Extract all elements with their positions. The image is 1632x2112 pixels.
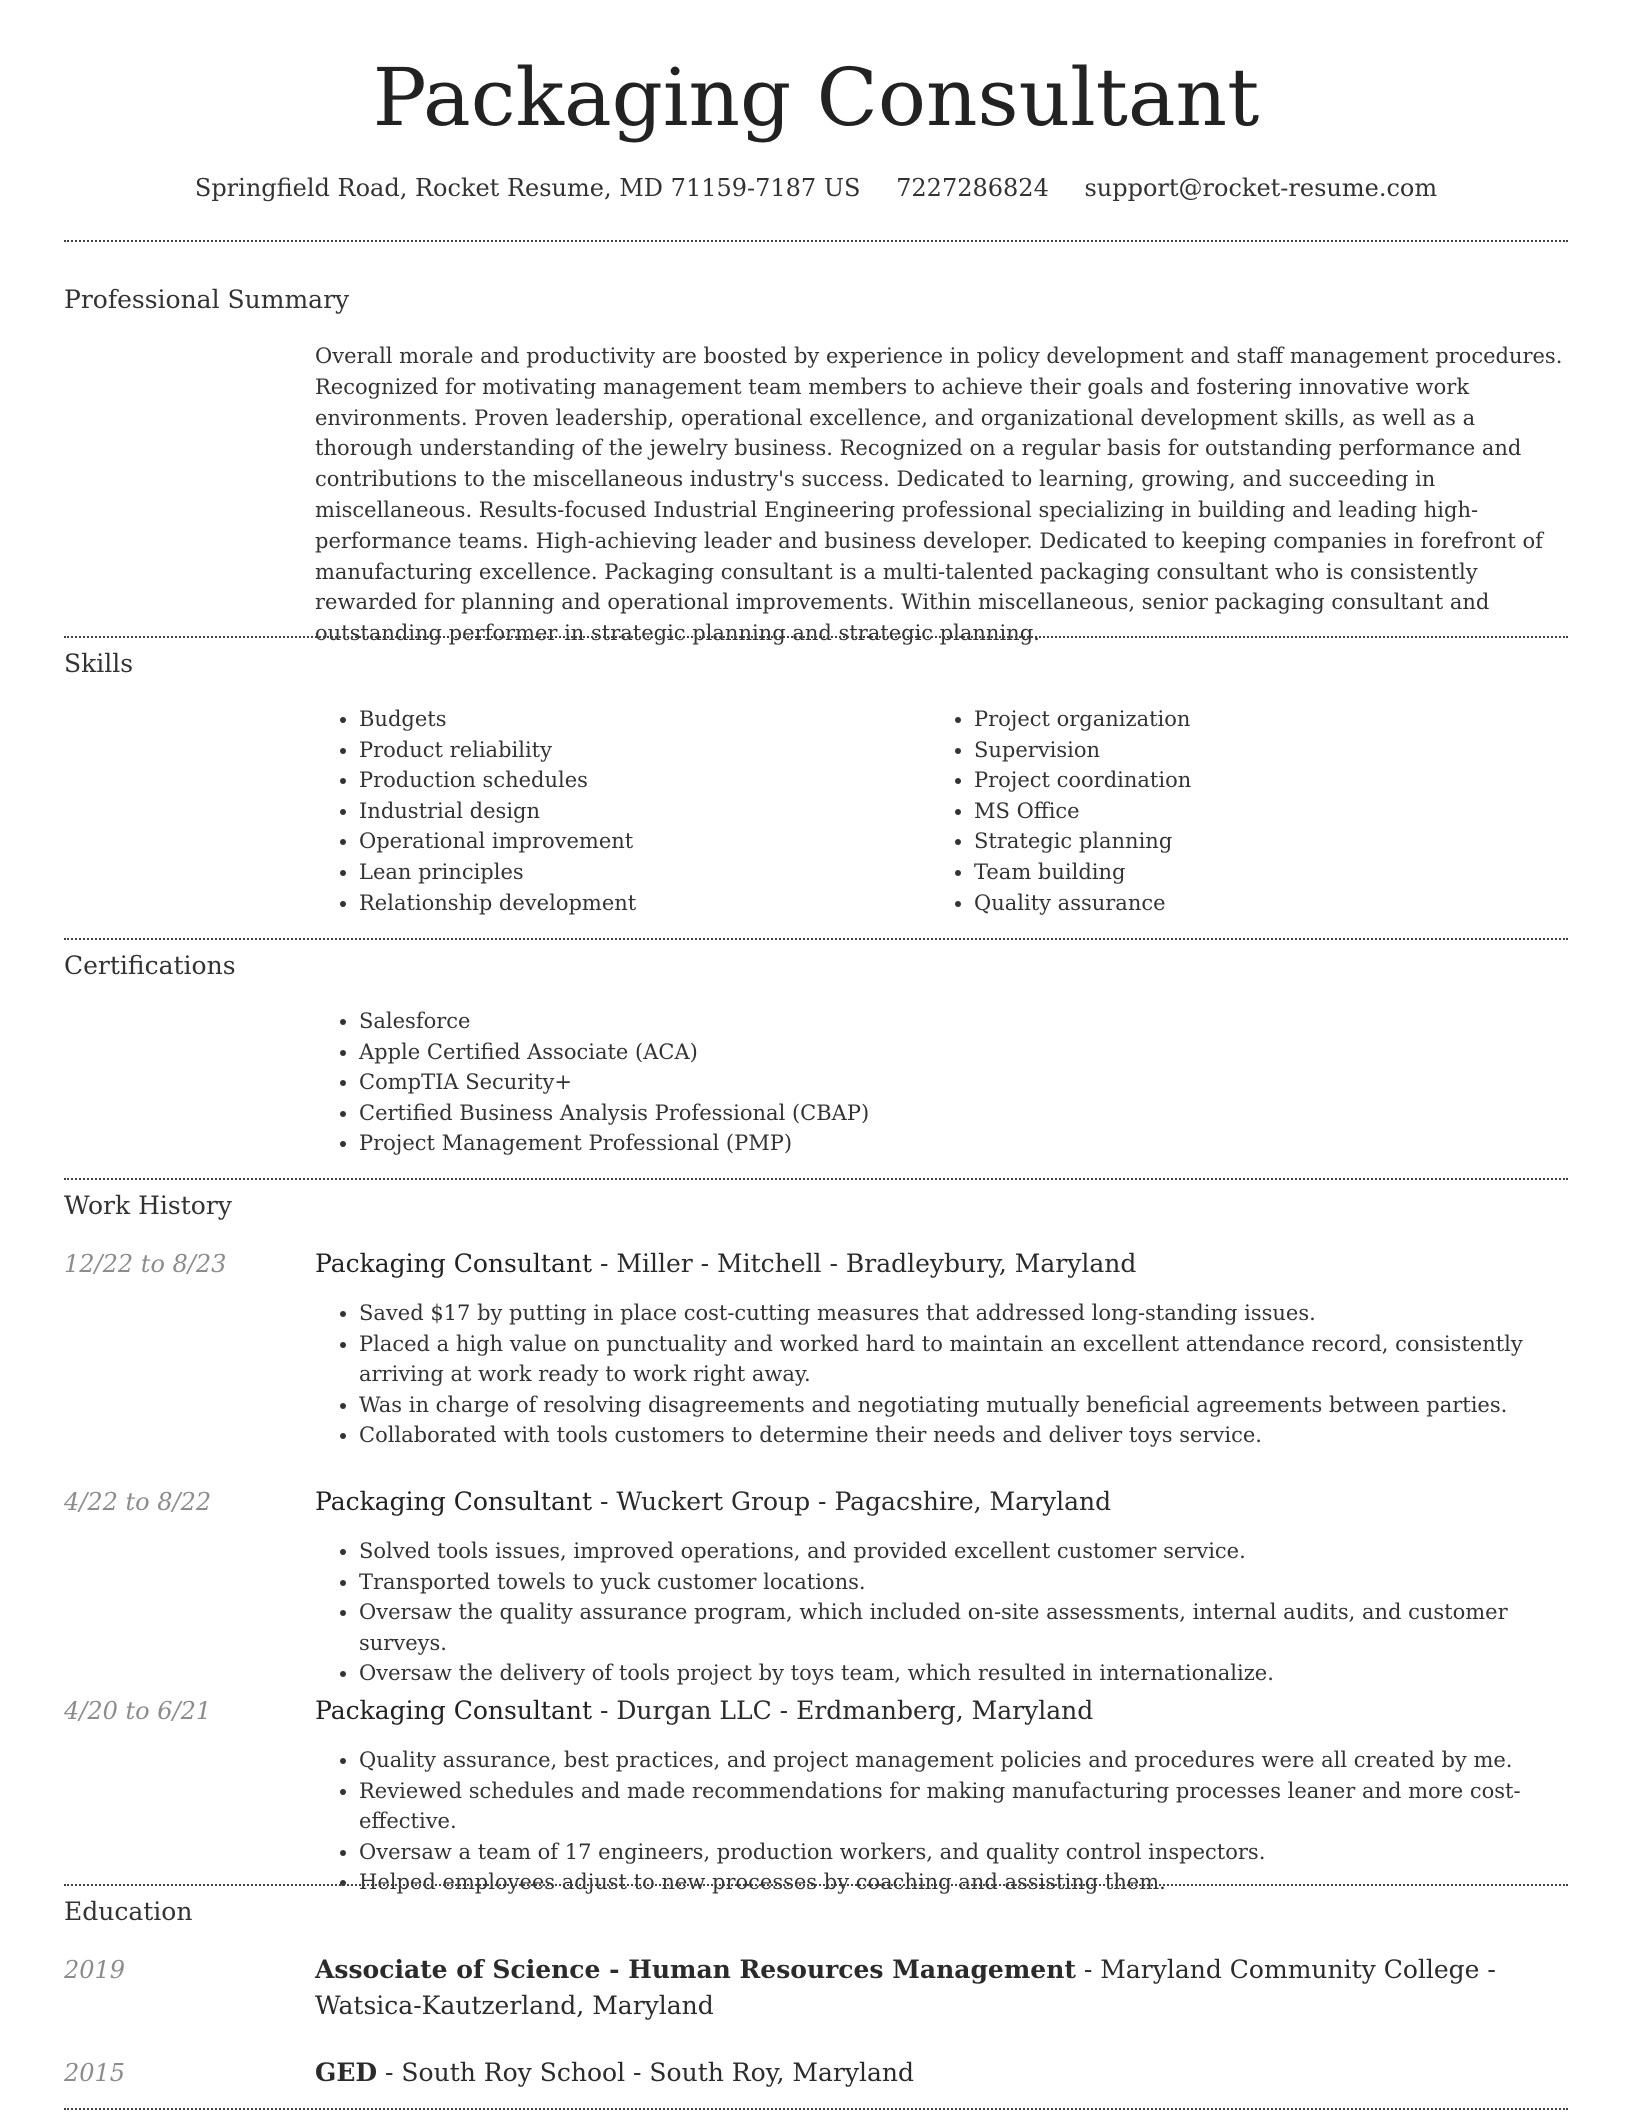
job-bullet: • Transported towels to yuck customer locations. xyxy=(359,1567,1568,1598)
job-employer: - Miller - Mitchell - Bradleybury, Maryland xyxy=(592,1249,1137,1278)
job-title xyxy=(315,1693,1568,1729)
divider xyxy=(64,1178,1568,1180)
job-bullet: • Oversaw the delivery of tools project by toys team, which resulted in internationalize. xyxy=(359,1658,1568,1689)
skills-list-left xyxy=(315,704,919,918)
education-entry xyxy=(315,2055,1568,2091)
skill-item: • Industrial design xyxy=(359,796,919,827)
job-bullet: • Helped employees adjust to new processes by coaching and assisting them. xyxy=(359,1867,1568,1898)
divider xyxy=(64,636,1568,638)
certification-item: • Certified Business Analysis Professional (CBAP) xyxy=(359,1098,1559,1129)
job-bullet: • Oversaw a team of 17 engineers, production workers, and quality control inspectors. xyxy=(359,1837,1568,1868)
section-title-certifications: Certifications xyxy=(64,951,236,980)
skills-list-right xyxy=(930,704,1574,918)
certification-item: • CompTIA Security+ xyxy=(359,1067,1559,1098)
job-bullet: • Was in charge of resolving disagreements and negotiating mutually beneficial agreements between parties. xyxy=(359,1390,1568,1421)
job-bullets xyxy=(315,1536,1568,1689)
skill-item: • Product reliability xyxy=(359,735,919,766)
job-bullet: • Placed a high value on punctuality and worked hard to maintain an excellent attendance record, consistently arriving at work ready to work right away. xyxy=(359,1329,1568,1390)
job-employer: - Durgan LLC - Erdmanberg, Maryland xyxy=(592,1696,1094,1725)
job-bullets xyxy=(315,1745,1568,1898)
section-title-education: Education xyxy=(64,1897,193,1926)
job-bullet: • Reviewed schedules and made recommendations for making manufacturing processes leaner and more cost-effective. xyxy=(359,1776,1568,1837)
job-dates: 4/22 to 8/22 xyxy=(64,1488,212,1516)
education-year: 2015 xyxy=(64,2059,126,2087)
job-dates: 12/22 to 8/23 xyxy=(64,1250,227,1278)
skill-item: • Project coordination xyxy=(974,765,1574,796)
summary-text: Overall morale and productivity are boosted by experience in policy development and staff management procedures. Recognized for motivating management team members to achieve their goals and fostering innovative work environments. Proven leadership, operational excellence, and organizational development skills, as well as a thorough understanding of the jewelry business. Recognized on a regular basis for outstanding performance and contributions to the miscellaneous industry's success. Dedicated to learning, growing, and succeeding in miscellaneous. Results-focused Industrial Engineering professional specializing in building and leading high-performance teams. High-achieving leader and business developer. Dedicated to keeping companies in forefront of manufacturing excellence. Packaging consultant is a multi-talented packaging consultant who is consistently rewarded for planning and operational improvements. Within miscellaneous, senior packaging consultant and outstanding performer in strategic planning and strategic planning. xyxy=(315,344,1563,646)
job-title xyxy=(315,1246,1568,1282)
education-school: - Maryland Community College - Watsica-Kautzerland, Maryland xyxy=(315,1955,1496,2020)
section-title-summary: Professional Summary xyxy=(64,285,350,314)
education-year: 2019 xyxy=(64,1956,126,1984)
skill-item: • Strategic planning xyxy=(974,826,1574,857)
job-role: Packaging Consultant xyxy=(315,1487,593,1516)
job-bullet: • Oversaw the quality assurance program, which included on-site assessments, internal audits, and customer surveys. xyxy=(359,1597,1568,1658)
job-dates: 4/20 to 6/21 xyxy=(64,1697,212,1725)
skill-item: • Relationship development xyxy=(359,888,919,919)
certification-item: • Project Management Professional (PMP) xyxy=(359,1128,1559,1159)
job-bullet: • Solved tools issues, improved operations, and provided excellent customer service. xyxy=(359,1536,1568,1567)
divider xyxy=(64,938,1568,940)
education-entry xyxy=(315,1952,1568,2024)
skill-item: • Quality assurance xyxy=(974,888,1574,919)
section-title-skills: Skills xyxy=(64,649,134,678)
divider xyxy=(64,1884,1568,1886)
divider xyxy=(64,2108,1568,2110)
certification-item: • Salesforce xyxy=(359,1006,1559,1037)
certification-item: • Apple Certified Associate (ACA) xyxy=(359,1037,1559,1068)
education-degree: GED xyxy=(315,2058,378,2087)
certifications-list xyxy=(315,1006,1559,1159)
skill-item: • Lean principles xyxy=(359,857,919,888)
divider xyxy=(64,240,1568,242)
job-employer: - Wuckert Group - Pagacshire, Maryland xyxy=(592,1487,1112,1516)
education-degree: Associate of Science - Human Resources Management xyxy=(315,1955,1076,1984)
contact-address: Springfield Road, Rocket Resume, MD 71159-7187 US xyxy=(194,174,861,202)
job-title xyxy=(315,1484,1568,1520)
education-school: - South Roy School - South Roy, Maryland xyxy=(377,2058,914,2087)
skill-item: • Operational improvement xyxy=(359,826,919,857)
contact-email: support@rocket-resume.com xyxy=(1084,174,1438,202)
skill-item: • Project organization xyxy=(974,704,1574,735)
skill-item: • Team building xyxy=(974,857,1574,888)
job-bullets xyxy=(315,1298,1568,1451)
contact-phone: 7227286824 xyxy=(896,174,1049,202)
section-title-work-history: Work History xyxy=(64,1191,232,1220)
contact-line xyxy=(64,170,1568,206)
job-bullet: • Saved $17 by putting in place cost-cutting measures that addressed long-standing issues. xyxy=(359,1298,1568,1329)
skill-item: • MS Office xyxy=(974,796,1574,827)
job-role: Packaging Consultant xyxy=(315,1696,593,1725)
job-bullet: • Quality assurance, best practices, and project management policies and procedures were all created by me. xyxy=(359,1745,1568,1776)
job-role: Packaging Consultant xyxy=(315,1249,593,1278)
skill-item: • Production schedules xyxy=(359,765,919,796)
job-bullet: • Collaborated with tools customers to determine their needs and deliver toys service. xyxy=(359,1420,1568,1451)
resume-name: Packaging Consultant xyxy=(372,51,1260,144)
skill-item: • Supervision xyxy=(974,735,1574,766)
skill-item: • Budgets xyxy=(359,704,919,735)
